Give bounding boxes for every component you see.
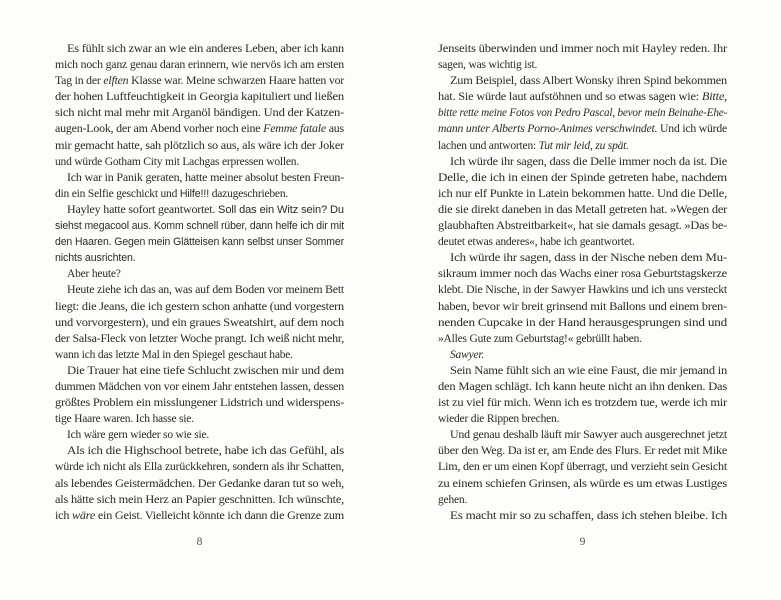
text-line: wieder die Rippen brechen. [438,413,560,426]
text-line: hat. Sie würde laut aufstöhnen und so etwas sagen wie: Bitte, [438,91,727,104]
page-right-text-block [438,41,727,524]
text-line: ich wäre ein Geist. Vielleicht könnte ich dann die Grenze zum [55,509,344,522]
text-line: Als ich die Highschool betrete, habe ich das Gefühl, als [67,445,344,458]
text-line: sich nicht mal mehr mit Arganöl bändigen. Und der Katzen- [55,107,344,120]
text-line: den Haaren. Gegen mein Glätteisen kann selbst unser Sommer [55,236,344,249]
text-line: und würde Gotham City mit Lachgas erpressen wollen. [55,155,300,168]
text-line: Lim, den er um einen Kopf überragt, und verzieht sein Gesicht [438,461,727,474]
page-number-right: 9 [579,536,586,548]
text-line: sikraum immer noch das Wachs einer rosa Geburtstagskerze [438,268,727,281]
text-line: nichts ausrichten. [55,252,136,265]
text-line: »Alles Gute zum Geburtstag!« gebrüllt haben. [438,332,642,345]
text-line: Es fühlt sich zwar an wie ein anderes Leben, aber ich kann [67,43,344,55]
text-line: würde ich nicht als Ella zurückkehren, sondern als ihr Schatten, [55,461,344,474]
text-line: Jenseits überwinden und immer noch mit Hayley reden. Ihr [438,43,727,55]
text-line: Die Trauer hat eine tiefe Schlucht zwischen mir und dem [67,364,344,377]
text-line: Ich wäre gern wieder so wie sie. [67,429,210,442]
text-line: bitte rette meine Fotos von Pedro Pascal, bevor mein Beinahe-Ehe- [438,107,727,120]
text-line: der hohen Luftfeuchtigkeit in Georgia kapituliert und ließen [55,91,344,104]
text-line: Und genau deshalb läuft mir Sawyer auch ausgerechnet jetzt [450,429,727,442]
text-line: größtes Problem ein misslungener Lidstrich und widerspens- [55,397,344,410]
text-line: Heute ziehe ich das an, was auf dem Boden vor meinem Bett [67,284,344,297]
text-line: ich nur elf Punkte in Latein bekommen hatte. Und die Delle, [438,187,727,200]
text-line: Ich würde ihr sagen, dass die Delle immer noch da ist. Die [450,155,727,168]
text-line: und vorvorgestern), und ein graues Sweatshirt, auf dem noch [55,316,344,329]
text-line: Zum Beispiel, dass Albert Wonsky ihren Spind bekommen [450,75,727,88]
text-line: ist zu viel für mich. Wenn ich es trotzdem tue, werde ich mir [438,397,727,410]
text-line: Hayley hatte sofort geantwortet. Soll das ein Witz sein? Du [67,203,344,216]
text-line: Tag in der elften Klasse war. Meine schwarzen Haare hatten vor [55,75,344,88]
text-line: wann ich das letzte Mal in den Spiegel geschaut habe. [55,348,293,361]
text-line: Es macht mir so zu schaffen, dass ich stehen bleibe. Ich [450,509,727,522]
text-line: Ich war in Panik geraten, hatte meiner absolut besten Freun- [67,171,344,184]
text-line: den Magen schlägt. Ich kann heute nicht an ihn denken. Das [438,380,727,393]
text-line: siehst megacool aus. Komm schnell rüber, dann helfe ich dir mit [55,220,344,233]
text-line: die sie direkt daneben in das Metall getreten hat. »Wegen der [438,203,727,216]
page-left-text-block [55,41,344,524]
text-line: mir gemacht hatte, sah plötzlich so aus, als wäre ich der Joker [55,139,344,152]
text-line: als hätte sich mein Herz an Papier geschnitten. Ich wünschte, [55,493,344,506]
text-line: Sein Name fühlt sich an wie eine Faust, die mir jemand in [450,364,727,377]
text-line: haben, bevor wir breit grinsend mit Ballons und einem bren- [438,300,727,313]
page-number-left: 8 [196,536,203,548]
text-line: lachen und antworten: Tut mir leid, zu spät. [438,139,629,152]
text-line: Ich würde ihr sagen, dass in der Nische neben dem Mu- [450,252,727,265]
text-line: tige Haare waren. Ich hasse sie. [55,413,194,426]
page-right [391,0,781,600]
text-line: sagen, was wichtig ist. [438,59,538,72]
text-line: der Salsa-Fleck von letzter Woche prangt. Ich weiß nicht mehr, [55,332,344,345]
text-line: augen-Look, der am Abend vorher noch eine Femme fatale aus [55,123,344,136]
text-line: Aber heute? [67,268,121,281]
text-line: über den Weg. Da ist er, am Ende des Flurs. Er redet mit Mike [438,445,727,458]
text-line: dummen Mädchen von vor einem Jahr entstehen lassen, dessen [55,380,344,393]
text-line: zu einem schiefen Grinsen, als würde es um etwas Lustiges [438,477,727,490]
text-line: deutet etwas anderes«, habe ich geantwortet. [438,236,635,249]
text-line: mann unter Alberts Porno-Animes verschwindet. Und ich würde [438,123,727,136]
text-line: gehen. [438,493,468,506]
text-line: glaubhaften Abstreitbarkeit«, hat sie damals gesagt. »Das be- [438,220,727,233]
text-line: mich noch ganz genau daran erinnern, wie nervös ich am ersten [55,59,344,72]
text-line: als lebendes Geistermädchen. Der Gedanke daran tut so weh, [55,477,344,490]
text-line: din ein Selfie geschickt und Hilfe!!! dazugeschrieben. [55,187,289,200]
text-line: nenden Cupcake in der Hand herausgesprungen sind und [438,316,727,329]
text-line: Delle, die ich in einen der Spinde getreten habe, nachdem [438,171,727,184]
text-line: klebt. Die Nische, in der Sawyer Hawkins und ich uns versteckt [438,284,727,297]
text-line: liegt: die Jeans, die ich gestern schon anhatte (und vorgestern [55,300,344,313]
text-line: Sawyer. [450,348,485,361]
page-left [0,0,390,600]
